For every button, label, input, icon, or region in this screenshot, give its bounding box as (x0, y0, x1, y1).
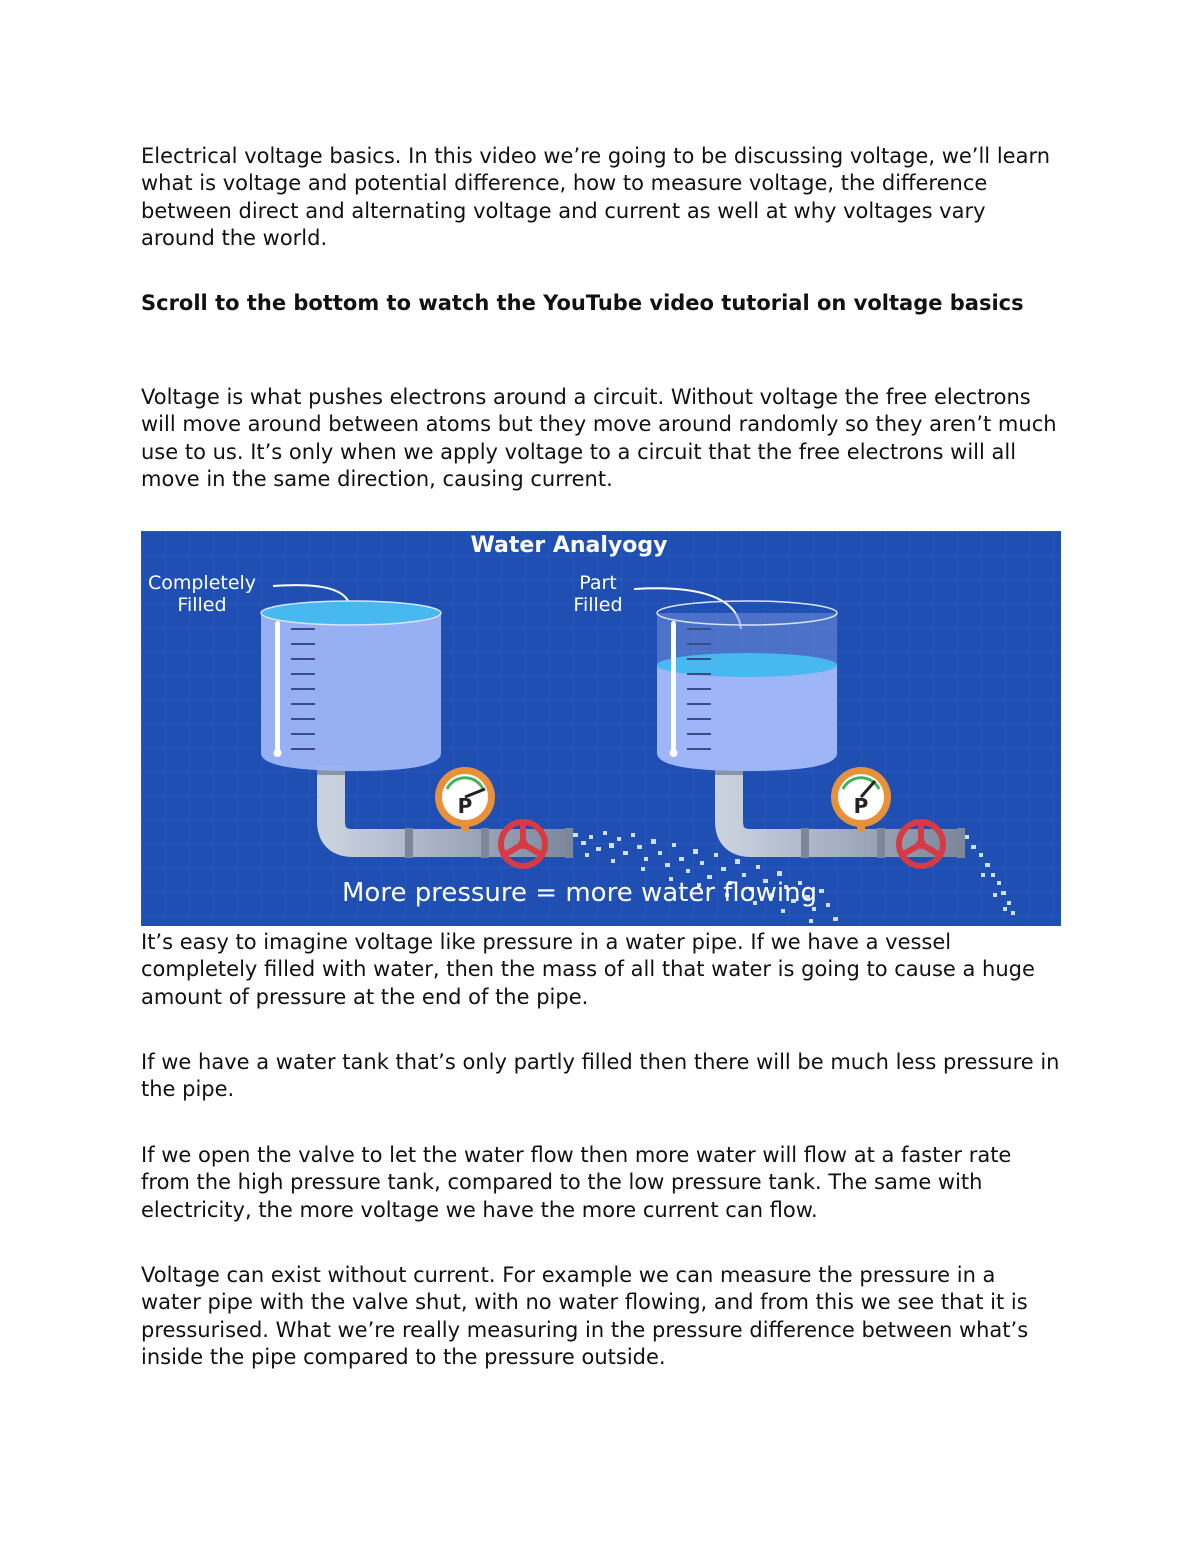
right-tank (657, 601, 837, 771)
section-heading: Scroll to the bottom to watch the YouTube video tutorial on voltage basics (141, 291, 1024, 315)
pressure-analogy-paragraph: It’s easy to imagine voltage like pressure in a water pipe. If we have a vessel completely filled with water, then the mass of all that water is going to cause a huge amount of pressure at the end of the pipe. (141, 930, 1035, 1009)
open-valve-paragraph: If we open the valve to let the water flow then more water will flow at a faster rate from the high pressure tank, compared to the low pressure tank. The same with electricity, the more voltage we have the more current can flow. (141, 1143, 1012, 1222)
without-current-paragraph: Voltage can exist without current. For example we can measure the pressure in a water pipe with the valve shut, with no water flowing, and from this we see that it is pressurised. What we’re really measuring in the pressure difference between what’s inside the pipe compared to the pressure outside. (141, 1263, 1029, 1369)
intro-paragraph: Electrical voltage basics. In this video we’re going to be discussing voltage, we’ll learn what is voltage and potential difference, how to measure voltage, the difference between direct and alternating voltage and current as well at why voltages vary around the world. (141, 144, 1051, 250)
left-tank-label-line2: Filled (177, 594, 227, 616)
partly-filled-paragraph: If we have a water tank that’s only partly filled then there will be much less pressure in the pipe. (141, 1050, 1060, 1102)
right-water-surface (657, 653, 837, 677)
water-analogy-illustration (141, 531, 1061, 926)
right-gauge-letter: P (853, 794, 869, 818)
left-tank (261, 601, 441, 771)
water-analogy-figure (141, 531, 1061, 926)
voltage-push-paragraph: Voltage is what pushes electrons around a circuit. Without voltage the free electrons will move around between atoms but they move around randomly so they aren’t much use to us. It’s only when we apply voltage to a circuit that the free electrons will all move in the same direction, causing current. (141, 385, 1057, 491)
figure-title: Water Analyogy (470, 533, 668, 558)
figure-caption: More pressure = more water flowing (342, 878, 818, 908)
left-tank-label-line1: Completely (147, 572, 257, 594)
right-tank-label-line2: Filled (573, 594, 623, 616)
right-tank-label-line1: Part (579, 572, 617, 594)
left-gauge-letter: P (457, 794, 473, 818)
